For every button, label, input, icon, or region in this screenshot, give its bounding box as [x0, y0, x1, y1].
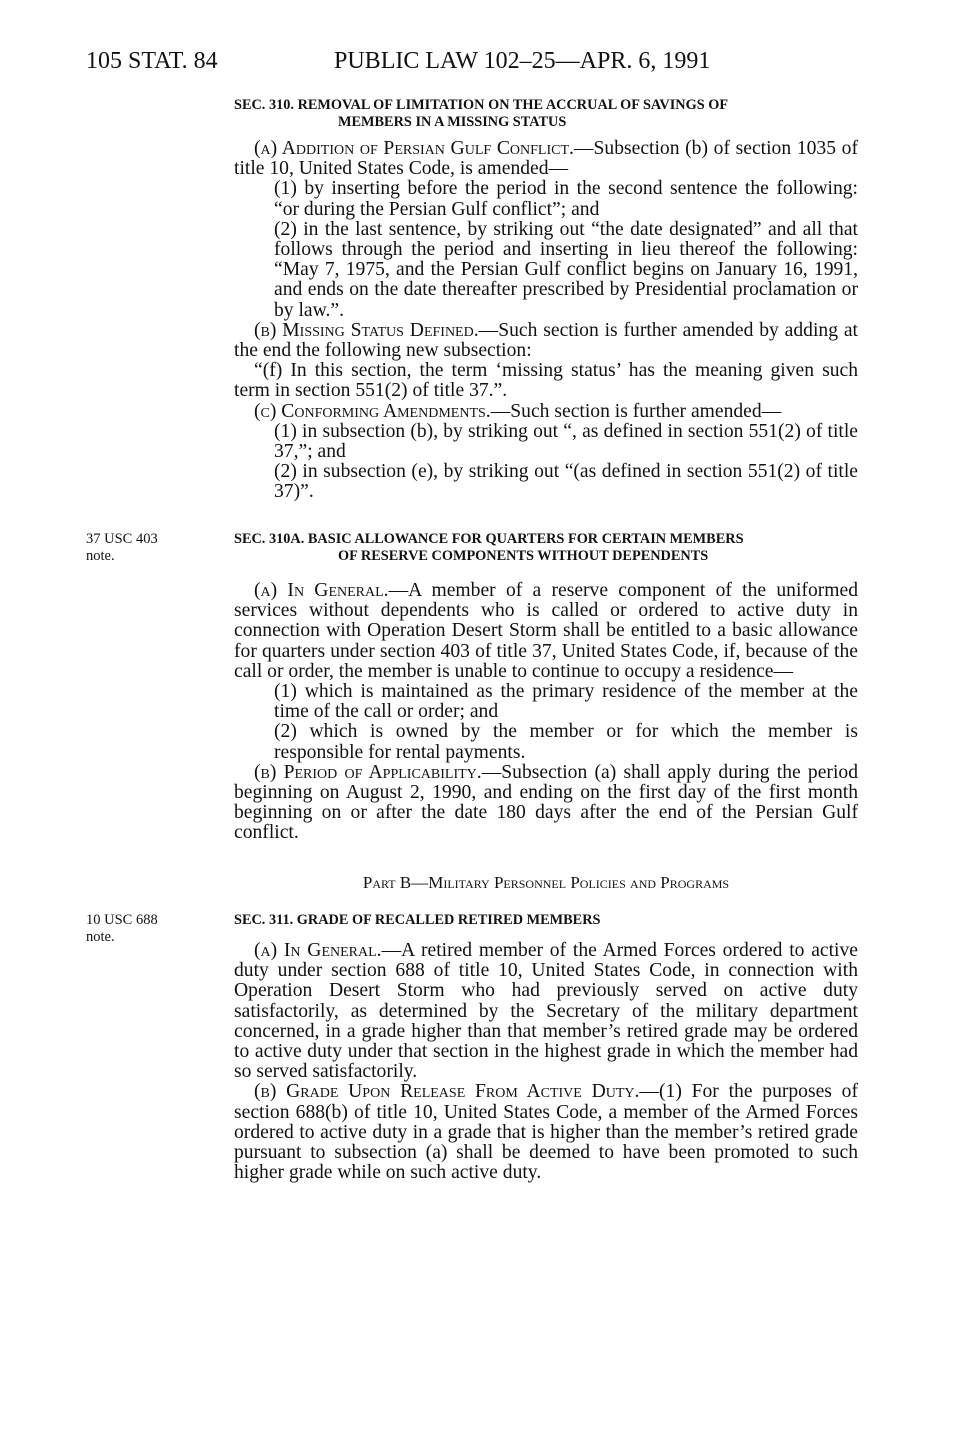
statute-page-number: 105 STAT. 84: [86, 48, 218, 74]
subsection-text: —Subsection (a) shall apply during the period beginning on August 2, 1990, and ending on the first day of the first month beginning on or after the date 180 days after the end of the Persian Gulf conflict.: [234, 761, 858, 844]
section-title-cont: MEMBERS IN A MISSING STATUS: [338, 114, 567, 130]
subsection-text: —Subsection (b) of section 1035 of title 10, United States Code, is amended—: [234, 138, 858, 180]
margin-note-line: 37 USC 403: [86, 531, 158, 547]
paragraph-2: (2) which is owned by the member or for which the member is responsible for rental payments.: [274, 721, 858, 763]
subsection-a: [234, 139, 858, 179]
section-heading: [234, 912, 858, 929]
part-heading: Part B—Military Personnel Policies and Programs: [362, 873, 730, 892]
paragraph-1: (1) by inserting before the period in the second sentence the following: “or during the Persian Gulf conflict”; and: [274, 178, 858, 220]
subsection-text: —Such section is further amended by adding at the end the following new subsection:: [234, 319, 858, 362]
section-number: SEC. 310A.: [234, 531, 305, 547]
subsection-text: —A member of a reserve component of the uniformed services without dependents who is called or ordered to active duty in connection with Operation Desert Storm shall be entitled to a basic allowance for quarters under section 403 of title 37, United States Code, if, because of the call or order, the member is unable to continue to occupy a residence—: [234, 580, 858, 682]
subsection-heading: (c) Conforming Amendments.: [254, 400, 491, 422]
subsection-text: —A retired member of the Armed Forces ordered to active duty under section 688 of title 10, United States Code, in connection with Operation Desert Storm who had previously served on active duty satisfactorily, as determined by the Secretary of the military department concerned, in a grade higher than that member’s retired grade may be ordered to active duty under that section in the highest grade in which the member had so served satisfactorily.: [234, 940, 858, 1083]
subsection-heading: (a) In General.: [254, 940, 382, 961]
public-law-title: PUBLIC LAW 102–25—APR. 6, 1991: [334, 48, 711, 74]
paragraph-2: (2) in the last sentence, by striking out “the date designated” and all that follows through the period and inserting in lieu thereof the following: “May 7, 1975, and the Persian Gulf conflict begins on January 16, 1991, and ends on the date thereafter prescribed by Presidential proclamation or by law.”.: [274, 218, 858, 321]
paragraph-1: (1) which is maintained as the primary residence of the member at the time of the call or order; and: [274, 681, 858, 723]
subsection-b: [234, 321, 858, 361]
subsection-text: —(1) For the purposes of section 688(b) of title 10, United States Code, a member of the Armed Forces ordered to active duty in a grade that is higher than the member’s retired grade pursuant to subsection (a) shall be deemed to have been promoted to such higher grade while on such active duty.: [234, 1081, 859, 1184]
section-310: [234, 97, 858, 503]
margin-note-310a: [86, 531, 196, 565]
subsection-heading: (b) Missing Status Defined.: [254, 319, 479, 341]
subsection-heading: (a) In General.: [254, 580, 389, 601]
page-header: [86, 48, 886, 80]
subsection-heading: (b) Grade Upon Release From Active Duty.: [254, 1081, 640, 1103]
section-heading: [234, 531, 858, 565]
section-number: SEC. 310.: [234, 97, 294, 113]
section-title-cont: OF RESERVE COMPONENTS WITHOUT DEPENDENTS: [338, 548, 709, 564]
subsection-heading: (a) Addition of Persian Gulf Conflict.: [254, 138, 574, 159]
quoted-subsection: “(f) In this section, the term ‘missing status’ has the meaning given such term in section 551(2) of title 37.”.: [234, 360, 858, 402]
margin-note-line: note.: [86, 929, 115, 945]
section-310a: [234, 531, 858, 844]
subsection-heading: (b) Period of Applicability.: [254, 761, 482, 783]
margin-note-line: 10 USC 688: [86, 912, 158, 928]
section-311: [234, 912, 858, 1183]
section-heading: [234, 97, 858, 131]
section-title: GRADE OF RECALLED RETIRED MEMBERS: [296, 912, 601, 928]
section-number: SEC. 311.: [234, 912, 294, 928]
subsection-c: [234, 402, 858, 422]
subsection-b: [234, 763, 858, 844]
subsection-a: [234, 941, 858, 1082]
paragraph-1: (1) in subsection (b), by striking out “, as defined in section 551(2) of title 37,”; and: [274, 420, 858, 463]
subsection-a: [234, 581, 858, 682]
subsection-text: —Such section is further amended—: [490, 400, 782, 422]
margin-note-line: note.: [86, 548, 115, 564]
paragraph-2: (2) in subsection (e), by striking out “(as defined in section 551(2) of title 37)”.: [274, 461, 858, 503]
margin-note-311: [86, 912, 196, 946]
subsection-b: [234, 1082, 858, 1183]
section-title: BASIC ALLOWANCE FOR QUARTERS FOR CERTAIN MEMBERS: [307, 531, 744, 547]
section-title: REMOVAL OF LIMITATION ON THE ACCRUAL OF SAVINGS OF: [297, 97, 729, 113]
